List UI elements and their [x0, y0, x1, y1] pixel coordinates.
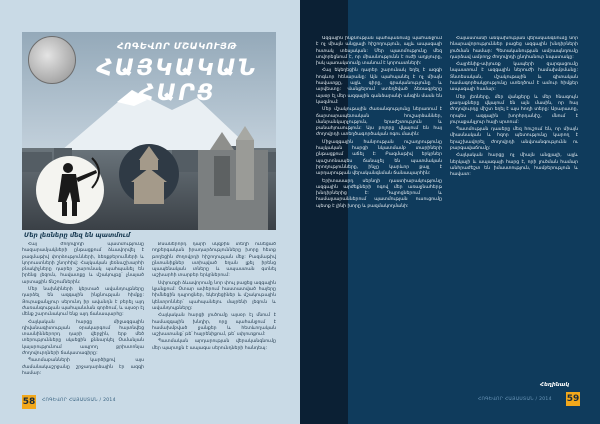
ancient-coin-image	[28, 36, 76, 84]
body-paragraph: Միջազգային հանրության ուշադրությունը հայկական հարցի նկատմամբ տարիների ընթացքում աճել է: Բազմաթիվ երկրներ պաշտոնապես ճանաչել են պատմական իրողությունները, ինչը կարևոր քայլ է արդարության վերականգնման ճանապարհին:	[316, 139, 442, 177]
body-paragraph: Հայկական հարցի լուծումը այսօր էլ մնում է համազգային խնդիր, որը պահանջում է համախմբված ջանքեր և հետևողական աշխատանք՝ թե՛ հայրենիքում, թե՛ սփյուռքում:	[152, 313, 276, 338]
body-paragraph: Մեր մշակութային ժառանգությունը ներառում է ճարտարապետական հուշարձաններ, մանրանկարչություն, երաժշտություն և բանահյուսություն: Այս բոլորը վկայում են հայ ժողովրդի ստեղծագործական ոգու մասին:	[316, 107, 442, 138]
body-paragraph: Երիտասարդ սերնդի դաստիարակությունը ազգային արժեքների ոգով մեր առաջնահերթ խնդիրներից է: Դպրոցներում և համալսարաններում պատմության ուսուցումը պետք է լինի խորը և բազմակողմանի:	[316, 178, 442, 209]
body-paragraph: Պատմական արդարության վերականգնումը մեր պարտքն է ապագա սերունդների հանդեպ:	[152, 339, 276, 351]
left-footer	[0, 392, 300, 414]
article-headline: ՀԱՅԿԱԿԱՆ ՀԱՐՑ	[96, 56, 258, 106]
body-paragraph: Ազգային ինքնության պահպանումը պահանջում է ոչ միայն անցյալի հիշողություն, այլև ապագայի հստակ տեսլական: Մեր պատմությունը մեզ սովորեցնում է, որ միասնությունն է ուժի աղբյուրը, իսկ պառակտումը տանում է կորուստների:	[316, 36, 442, 67]
body-paragraph: Սփյուռքի ձևավորումը նոր փուլ բացեց ազգային կյանքում: Օտար ափերում հաստատված հայերը հիմնեցին դպրոցներ, եկեղեցիներ և մշակութային կենտրոններ՝ պահպանելու մայրենի լեզուն և ավանդույթները:	[152, 280, 276, 311]
page-number-right: 59	[566, 394, 580, 404]
body-paragraph: Մեր լեռները, մեր վանքերը և մեր հնագույն քաղաքները վկայում են այն մասին, որ հայ ժողովուրդը միշտ եղել է այս հողի տերը: Արարատը, որպես ազգային խորհրդանիշ, մնում է յուրաքանչյուր հայի սրտում:	[450, 94, 578, 125]
feature-photo	[22, 32, 276, 230]
body-paragraph: Քսաներորդ դարի սկզբին տեղի ունեցած ողբերգական իրադարձությունները խորը հետք թողեցին ժողովրդի հիշողության մեջ: Բազմաթիվ ընտանիքներ ստիպված եղան լքել իրենց պապենական տները և ապաստան գտնել աշխարհի տարբեր երկրներում:	[152, 242, 276, 279]
right-column-1	[316, 36, 442, 386]
body-paragraph: Պատմաբանների կարծիքով այս ժամանակաշրջանը շրջադարձային էր ազգի համար:	[22, 358, 144, 376]
author-signature: Հեղինակ	[540, 382, 570, 388]
left-text-columns	[22, 242, 276, 394]
body-paragraph: Պատմության դասերը մեզ հուշում են, որ միայն միասնական և հզոր պետությունը կարող է երաշխավորել ժողովրդի անվտանգությունն ու բարգավաճումը:	[450, 127, 578, 152]
right-column-2	[450, 36, 578, 386]
right-page	[300, 0, 600, 424]
body-paragraph: Մեր նախնիների կերտած ավանդույթները դարձել են ազգային ինքնության հիմքը: Յուրաքանչյուր սերունդ իր ավանդն է բերել այդ ժառանգության պահպանման գործում, և այսօր էլ մենք շարունակում ենք այդ ճանապարհը:	[22, 287, 144, 318]
photo-caption: Մեր լեռները մեզ են պատմում	[24, 232, 131, 239]
left-column-1	[22, 242, 144, 394]
body-paragraph: Հայաստանի անկախության վերականգնումը նոր հնարավորություններ բացեց ազգային խնդիրների լուծման համար: Պետականության ամրապնդումը դարձավ ամբողջ ժողովրդի ընդհանուր նպատակը:	[450, 36, 578, 60]
left-column-2	[152, 242, 276, 394]
body-paragraph: Հայրենիք-սփյուռք կապերի զարգացումը նպաստում է ազգային ներուժի համախմբմանը: Տնտեսական, մշակութային և գիտական համագործակցությունը ստեղծում է ամուր հիմքեր ապագայի համար:	[450, 62, 578, 93]
kicker-text: ՀՈԳԵՎՈՐ ՄՇԱԿՈՒՅԹ	[117, 42, 237, 52]
body-paragraph: Հայ ժողովրդի պատմությունը հազարամյակների ընթացքում ձևավորվել է բազմաթիվ փորձությունների, ձեռքբերումների և կորուստների շնորհիվ: Հայկական լեռնաշխարհի բնակիչները դարեր շարունակ պահպանել են իրենց լեզուն, հավատքը և մշակույթը՝ չնայած արտաքին ճնշումներին:	[22, 242, 144, 285]
body-paragraph: Հայկական հարցը ոչ միայն անցյալի, այլև ներկայի և ապագայի հարց է, որի լուծման համար անհրաժեշտ են իմաստություն, համբերություն և հավատ:	[450, 153, 578, 178]
journal-name-left: ՀՈԳԵՎՈՐ ՀԱՅԱՍՏԱՆ / 2014	[42, 398, 116, 403]
body-paragraph: Հայկական հարցը միջազգային դիվանագիտության օրակարգում հայտնվեց տասնիններորդ դարի վերջին, երբ մեծ տերությունները սկսեցին քննարկել Օսմանյան կայսրությունում ապրող քրիստոնյա ժողովուրդների ճակատագիրը:	[22, 319, 144, 357]
body-paragraph: Հայ եկեղեցին դարեր շարունակ եղել է ազգի հոգևոր հենարանը: Այն պահպանել է ոչ միայն հավատքը, այլև գիրը, գրականությունը և արվեստը: Վանքերում ստեղծված ձեռագրերը այսօր էլ մեր ազգային գանձարանի անգին մասն են կազմում:	[316, 68, 442, 105]
page-number-left: 58	[22, 397, 36, 407]
journal-name-right: ՀՈԳԵՎՈՐ ՀԱՅԱՍՏԱՆ / 2014	[478, 397, 552, 402]
